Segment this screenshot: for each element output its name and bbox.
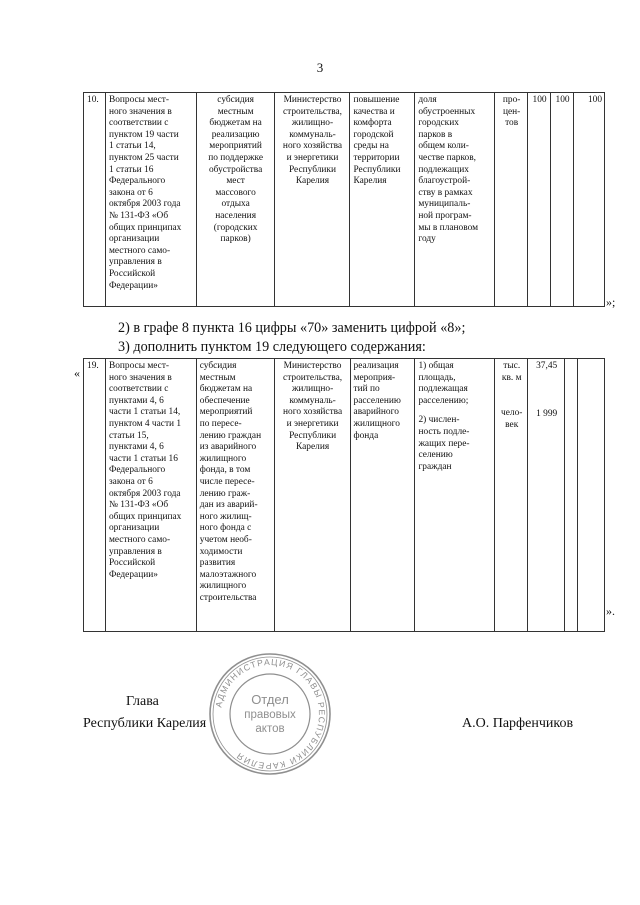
unit-2: чело- век xyxy=(501,408,523,430)
value-cell-3: 100 xyxy=(574,93,605,307)
subsidy-name-cell: субсидия местным бюджетам на реализацию мероприятий по поддержке обустройства мест массового отдыха населения (городских парков) xyxy=(196,93,274,307)
unit-cell xyxy=(495,359,528,632)
page-number: 3 xyxy=(316,60,324,75)
row-number: 19. xyxy=(84,359,106,632)
value-cell-2 xyxy=(565,359,578,632)
local-issue-cell: Вопросы мест- ного значения в соответствии с пунктами 4, 6 части 1 статьи 14, пунктом 4 части 1 статьи 15, пунктами 4, 6 части 1 статьи 16 Федерального закона от 6 октября 2003 года № 131-ФЗ «Об общих принципах организации местного само- управления в Российской Федерации» xyxy=(105,359,196,632)
opening-quote-19: « xyxy=(74,366,80,380)
signature-title-line2: Республики Карелия xyxy=(83,716,207,731)
table-row-10 xyxy=(83,92,605,307)
instruction-3: 3) дополнить пунктом 19 следующего содержания: xyxy=(118,339,426,355)
signature-title-line1: Глава xyxy=(126,694,159,709)
closing-quote-10: »; xyxy=(606,295,616,309)
ministry-cell: Министерство строительства, жилищно- коммуналь- ного хозяйства и энергетики Республики Карелия xyxy=(274,93,350,307)
stamp-line-2: правовых xyxy=(244,709,296,721)
value-2: 1 999 xyxy=(536,408,558,419)
indicator-cell: доля обустроенных городских парков в общем коли- честве парков, подлежащих благоустрой- ству в рамках муниципаль- ной програм- мы в плановом году xyxy=(415,93,495,307)
indicator-1: 1) общая площадь, подлежащая расселению; xyxy=(418,361,469,406)
value-cell-2: 100 xyxy=(551,93,574,307)
signatory-name: А.О. Парфенчиков xyxy=(462,716,574,731)
row-number: 10. xyxy=(84,93,106,307)
indicator-2: 2) числен- ность подле- жащих пере- селению граждан xyxy=(418,415,470,472)
value-cell-3 xyxy=(578,359,605,632)
goal-cell: реализация мероприя- тий по расселению аварийного жилищного фонда xyxy=(350,359,415,632)
legal-department-stamp xyxy=(208,652,332,776)
goal-cell: повышение качества и комфорта городской среды на территории Республики Карелия xyxy=(350,93,415,307)
value-cell-1: 100 xyxy=(528,93,551,307)
subsidy-name-cell: субсидия местным бюджетам на обеспечение мероприятий по пересе- лению граждан из аварийного жилищного фонда, в том числе пересе- лению граж- дан из аварий- ного жилищ- ного фонда с учетом необ- ходимости развития малоэтажного жилищного строительства xyxy=(196,359,274,632)
ministry-cell: Министерство строительства, жилищно- коммуналь- ного хозяйства и энергетики Республики Карелия xyxy=(274,359,350,632)
closing-quote-19: ». xyxy=(606,604,615,618)
unit-1: тыс. кв. м xyxy=(501,361,522,383)
unit-cell: про- цен- тов xyxy=(495,93,528,307)
instruction-2: 2) в графе 8 пункта 16 цифры «70» заменить цифрой «8»; xyxy=(118,320,466,336)
stamp-line-1: Отдел xyxy=(251,692,289,707)
value-cell-1 xyxy=(528,359,565,632)
stamp-line-3: актов xyxy=(255,723,285,735)
table-row-19 xyxy=(83,358,605,632)
indicator-cell xyxy=(415,359,495,632)
value-1: 37,45 xyxy=(536,361,558,371)
local-issue-cell: Вопросы мест- ного значения в соответствии с пунктом 19 части 1 статьи 14, пунктом 25 части 1 статьи 16 Федерального закона от 6 октября 2003 года № 131-ФЗ «Об общих принципах организации местного само- управления в Российской Федерации» xyxy=(105,93,196,307)
stamp-ring-text: АДМИНИСТРАЦИЯ ГЛАВЫ РЕСПУБЛИКИ КАРЕЛИЯ xyxy=(213,656,328,772)
